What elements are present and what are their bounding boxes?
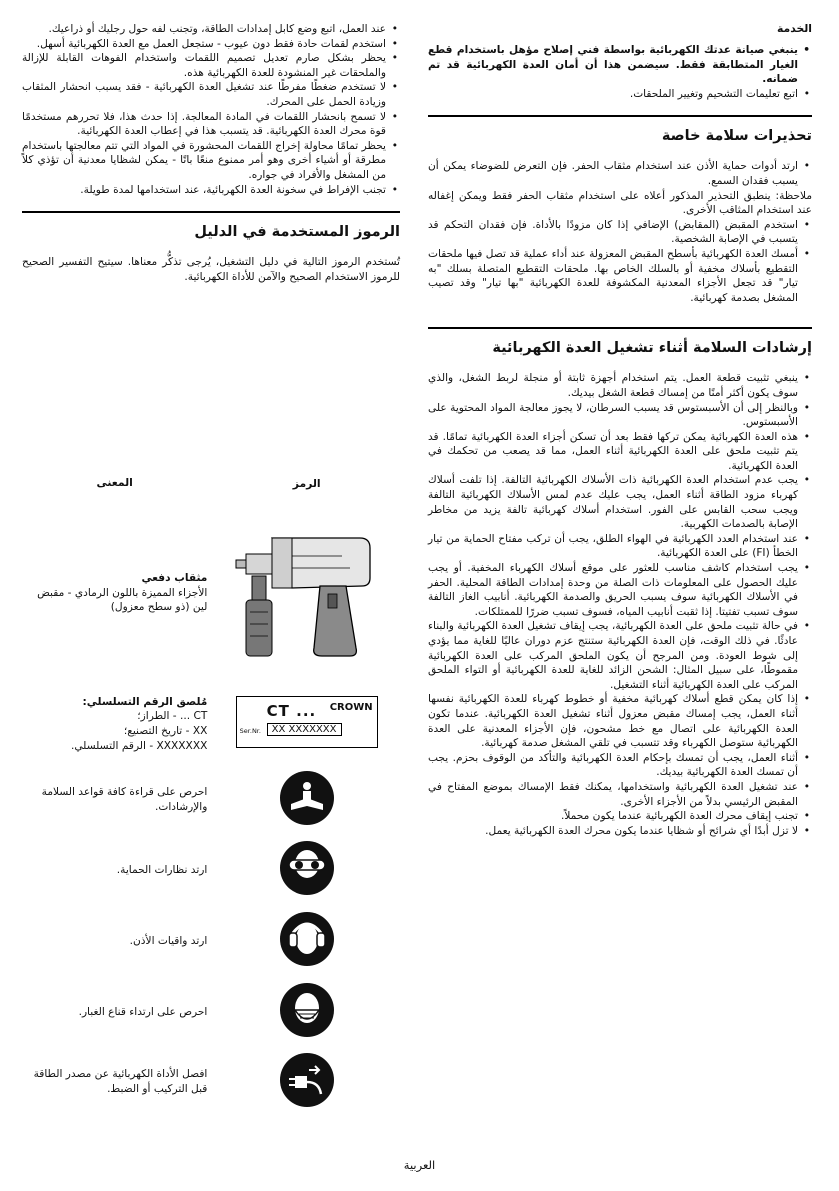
symbol-meaning: احرص على قراءة كافة قواعد السلامة والإرشادات. [41,786,208,813]
label-model: CT ... [266,702,317,720]
symbols-table [22,463,400,1117]
special-item: • ارتد أدوات حماية الأذن عند استخدام مثقاب الحفر. فإن التعرض للضوضاء يمكن أن يسبب فقدان السمع. [428,159,812,188]
symbol-meaning: ارتد واقيات الأذن. [129,934,208,947]
serial-meaning-cell [22,683,213,765]
left-item: • لا تستخدم ضغطًا مفرطًا عند تشغيل العدة الكهربائية - فقد يسبب انحشار المثقاب وزيادة الحمل على المحرك. [22,80,400,109]
serial-line: XXXXXXX - الرقم التسلسلي. [70,739,208,752]
ops-item: • إذا كان يمكن قطع أسلاك كهربائية مخفية أو خطوط كهرباء للعدة الكهربائية نفسها أثناء العمل، يجب إمساك مقبض معزول أثناء تشغيل العدة الكهربائية. عندما تكون العدة الكهربائية على اتصال مع خط مشحون، فإن الأجزاء المعدنية على العدة الكهربائية ستوصل الكهرباء وقد تتسبب في تلقي المشغل صدمة كهربائية. [428,692,812,750]
drill-meaning-cell [22,503,213,683]
symbol-meaning: ارتد نظارات الحماية. [116,863,208,876]
serial-symbol-cell [213,683,400,765]
ops-item: • وبالنظر إلى أن الأسبستوس قد يسبب السرطان، لا يجوز معالجة المواد المحتوية على الأسبستوس. [428,401,812,430]
service-item: • اتبع تعليمات التشحيم وتغيير الملحقات. [428,87,812,102]
safety-goggles-icon [279,840,335,896]
symbol-meaning: افصل الأداة الكهربائية عن مصدر الطاقة قبل التركيب أو الضبط. [33,1068,208,1095]
special-warnings-title: تحذيرات سلامة خاصة [428,115,812,145]
serial-title: مُلصق الرقم التسلسلي: [82,695,208,708]
table-row [22,977,400,1047]
label-serial-value: XX XXXXXXX [267,723,342,736]
right-column [428,22,812,838]
service-item: • ينبغي صيانة عدتك الكهربائية بواسطة فني إصلاح مؤهل باستخدام قطع الغيار المتطابقة فقط. سيضمن هذا أن أمان العدة الكهربائية قد تم ضمانه. [428,43,812,87]
ops-item: • أثناء العمل، يجب أن تمسك بإحكام العدة الكهربائية والتأكد من الوقوف بحزم. يجب أن تمسك العدة الكهربائية بيديك. [428,751,812,780]
left-item: • يحظر بشكل صارم تعديل تصميم اللقمات واستخدام الفوهات القابلة للإزالة والملحقات غير المنشودة للعدة الكهربائية هذه. [22,51,400,80]
table-row [22,683,400,765]
header-symbol: الرمز [292,476,321,490]
drill-description: الأجزاء المميزة باللون الرمادي - مقبض لين (ذو سطح معزول) [37,586,208,614]
ops-item: • يجب عدم استخدام العدة الكهربائية ذات الأسلاك الكهربائية التالفة. إذا تلفت أسلاك كهرباء مزود الطاقة أثناء العمل، يجب عليك عدم لمس الأسلاك الكهربائية التالفة ويجب سحب القابس على الفور. استخدام أسلاك كهربائية تالفة يزيد من مخاطر الإصابة بالصدمات الكهربية. [428,473,812,531]
table-row [22,503,400,683]
ear-protection-icon [279,911,335,967]
ops-item: • تجنب إيقاف محرك العدة الكهربائية عندما يكون محملاً. [428,809,812,824]
left-item: • عند العمل، اتبع وضع كابل إمدادات الطاقة، وتجنب لفه حول رجليك أو ذراعيك. [22,22,400,37]
label-serial-prefix: Ser.Nr. [239,727,261,735]
special-note: ملاحظة: ينطبق التحذير المذكور أعلاه على استخدام مثقاب الحفر فقط ويمكن إغفاله عند استخدام المثاقب الأخرى. [428,189,812,217]
service-title: الخدمة [776,22,812,35]
dust-mask-icon [279,982,335,1038]
table-row [22,765,400,835]
symbol-meaning: احرص على ارتداء قناع الغبار. [78,1005,208,1018]
drill-symbol-cell [213,503,400,683]
ops-item: • يجب استخدام كاشف مناسب للعثور على موقع أسلاك الكهرباء المخفية. أو يجب عليك الحصول على المعلومات ذات الصلة من وحدة إمدادات الطاقة المحلية. الحفر في الأسلاك الكهربائية سوف يسبب الحريق والصدمة الكهربائية. أنابيب الغاز التالفة سوف تسبب تفتيتا. إذا ثقبت أنابيب المياه، فسوف تسبب ضررًا للممتلكات. [428,561,812,619]
left-column [22,22,400,284]
operation-safety-title: إرشادات السلامة أثناء تشغيل العدة الكهربائية [428,327,812,357]
special-item: • استخدم المقبض (المقابض) الإضافي إذا كان مزودًا بالأداة. فإن فقدان التحكم قد يتسبب في الإصابة الشخصية. [428,218,812,247]
ops-item: • هذه العدة الكهربائية يمكن تركها فقط بعد أن تسكن أجزاء العدة الكهربائية تمامًا. قد يتم تثبيت ملحق على العدة الكهربائية أثناء العمل، مما قد يصعب من تحكمك في العدة الكهربائية. [428,430,812,474]
table-row [22,905,400,977]
symbols-title: الرموز المستخدمة في الدليل [22,211,400,241]
table-header-row [22,463,400,503]
left-item: • يحظر تمامًا محاولة إخراج اللقمات المحشورة في المواد التي تتم معالجتها باستخدام مطرقة أو أشياء أخرى وهو أمر ممنوع منعًا باتًا - يمكن لشظايا معدنية أن تؤذي كلاً من المشغل والأفراد في جواره. [22,139,400,183]
header-meaning: المعنى [96,475,133,489]
special-item: • أمسك العدة الكهربائية بأسطح المقبض المعزولة عند أداء عملية قد تصل فيها ملحقات التقطيع بأسلاك مخفية أو بالسلك الخاص بها. ملحقات التقطيع المتصلة بسلك "به تيار" قد تجعل الأجزاء المعدنية المكشوفة للعدة الكهربائية "بها تيار" وقد تصيب المشغل بصدمة كهربائية. [428,247,812,305]
label-brand: CROWN [329,702,373,713]
drill-title: مثقاب دفعي [141,572,208,585]
table-row [22,835,400,905]
ops-item: • عند تشغيل العدة الكهربائية واستخدامها، يمكنك فقط الإمساك بموضع المفتاح في المقبض الرئيسي بدلاً من الأجزاء الأخرى. [428,780,812,809]
ops-item: • ينبغي تثبيت قطعة العمل. يتم استخدام أجهزة ثابتة أو منجلة لربط الشغل، والذي سوف يكون أكثر أمنًا من إمساك قطعة الشغل بيديك. [428,371,812,400]
ops-item: • عند استخدام العدد الكهربائية في الهواء الطلق، يجب أن تركب مفتاح الحماية من تيار الخطأ (FI) على العدة الكهربائية. [428,532,812,561]
table-row [22,1047,400,1117]
symbols-intro: تُستخدم الرموز التالية في دليل التشغيل، يُرجى تذكُّر معناها. سيتيح التفسير الصحيح للرموز الاستخدام الصحيح والآمن للأداة الكهربائية. [22,256,400,283]
impact-drill-icon [232,516,382,666]
page-footer-language: العربية [403,1158,436,1172]
ops-item: • لا تزل أبدًا أي شرائح أو شظايا عندما يكون محرك العدة الكهربائية يعمل. [428,824,812,839]
left-item: • تجنب الإفراط في سخونة العدة الكهربائية، عند استخدامها لمدة طويلة. [22,183,400,198]
serial-label-image [236,696,378,748]
left-item: • استخدم لقمات حادة فقط دون عيوب - ستجعل العمل مع العدة الكهربائية أسهل. [22,37,400,52]
serial-line: XX - تاريخ التصنيع؛ [123,725,208,737]
unplug-power-icon [279,1052,335,1108]
serial-line: CT ... - الطراز؛ [137,710,208,723]
left-item: • لا تسمح بانحشار اللقمات في المادة المعالجة. إذا حدث هذا، فلا تحررهم مستخدمًا قوة محرك العدة الكهربائية. قد يتسبب هذا في إعطاب العدة الكهربائية. [22,110,400,139]
read-manual-icon [279,770,335,826]
ops-item: • في حالة تثبيت ملحق على العدة الكهربائية، يجب إيقاف تشغيل العدة الكهربائية والبناء عادئًا. في ذلك الوقت، فإن العدة الكهربائية ستنتج عزم دوران عاليًا للغاية مما يؤدي إلى شوط العودة. ومن المرجح أن يكون الملحق المركب على العدة الكهربائية مقموطًا، على سبيل المثال: الشحن الزائد للغاية للعدة الكهربائية أو التواء الملحق المركب على العدة الكهربائية أثناء التشغيل. [428,619,812,692]
